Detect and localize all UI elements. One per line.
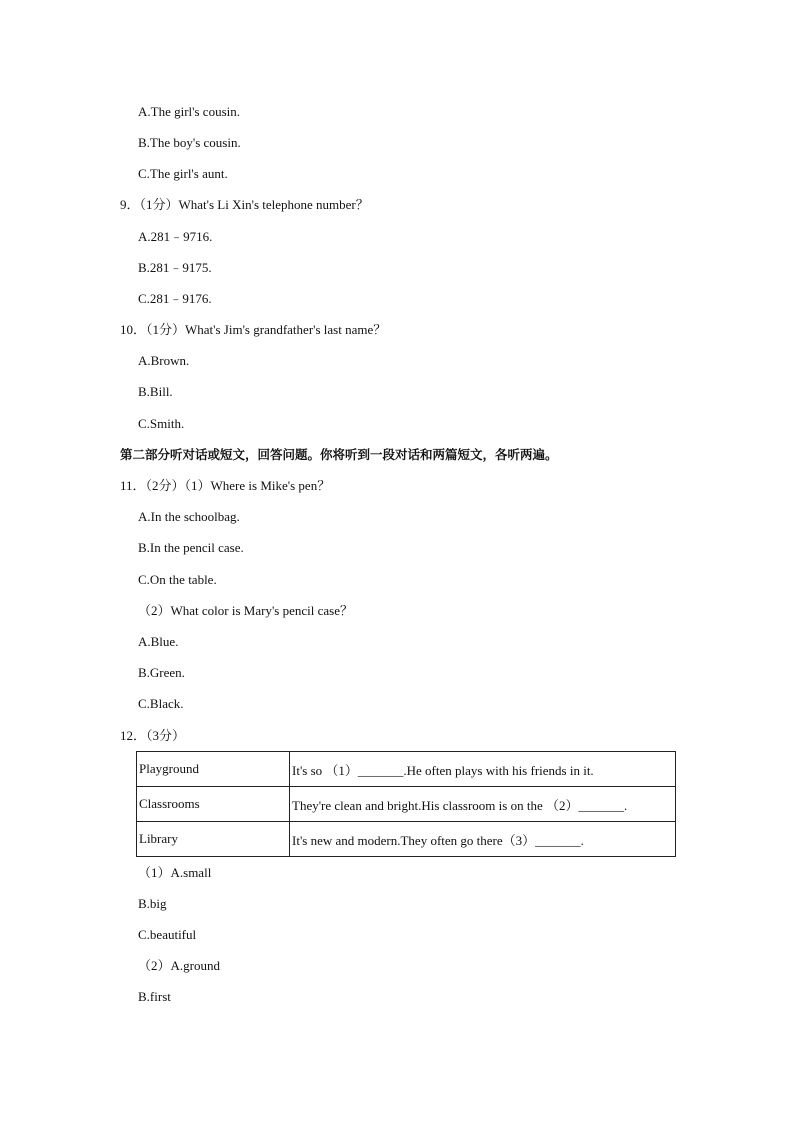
option-c: C.The girl's aunt. [138,166,228,181]
question-12-table [136,751,676,857]
option-a: A.Blue. [138,634,179,649]
table-cell: It's so （1）_______.He often plays with his friends in it. [290,752,676,787]
option-b: B.first [138,989,171,1004]
option-b: B.Green. [138,665,185,680]
option-a: A.In the schoolbag. [138,509,240,524]
table-row [137,787,676,822]
table-cell: Library [137,822,290,857]
table-cell: It's new and modern.They often go there（3）_______. [290,822,676,857]
question-12-stem: 12．（3分） [120,728,186,743]
question-9-stem: 9．（1分）What's Li Xin's telephone number？ [120,197,369,212]
question-10-stem: 10．（1分）What's Jim's grandfather's last name？ [120,322,387,337]
question-12-sub2: （2）A.ground [138,958,220,973]
question-12-sub1: （1）A.small [138,865,212,880]
option-b: B.big [138,896,167,911]
question-11-stem: 11．（2分）（1）Where is Mike's pen？ [120,478,331,493]
option-c: C.On the table. [138,572,217,587]
option-c: C.Smith. [138,416,185,431]
section-heading: 第二部分听对话或短文，回答问题。你将听到一段对话和两篇短文，各听两遍。 [120,447,558,462]
question-11-sub2: （2）What color is Mary's pencil case？ [138,603,353,618]
option-a: A.281﹣9716. [138,229,213,244]
option-c: C.beautiful [138,927,197,942]
option-c: C.Black. [138,696,184,711]
table-cell: They're clean and bright.His classroom is on the （2）_______. [290,787,676,822]
table-cell: Classrooms [137,787,290,822]
option-a: A.The girl's cousin. [138,104,240,119]
option-b: B.In the pencil case. [138,540,244,555]
table-row [137,752,676,787]
table-row [137,822,676,857]
option-c: C.281﹣9176. [138,291,212,306]
option-b: B.Bill. [138,384,173,399]
option-b: B.281﹣9175. [138,260,212,275]
option-a: A.Brown. [138,353,190,368]
table-cell: Playground [137,752,290,787]
option-b: B.The boy's cousin. [138,135,241,150]
